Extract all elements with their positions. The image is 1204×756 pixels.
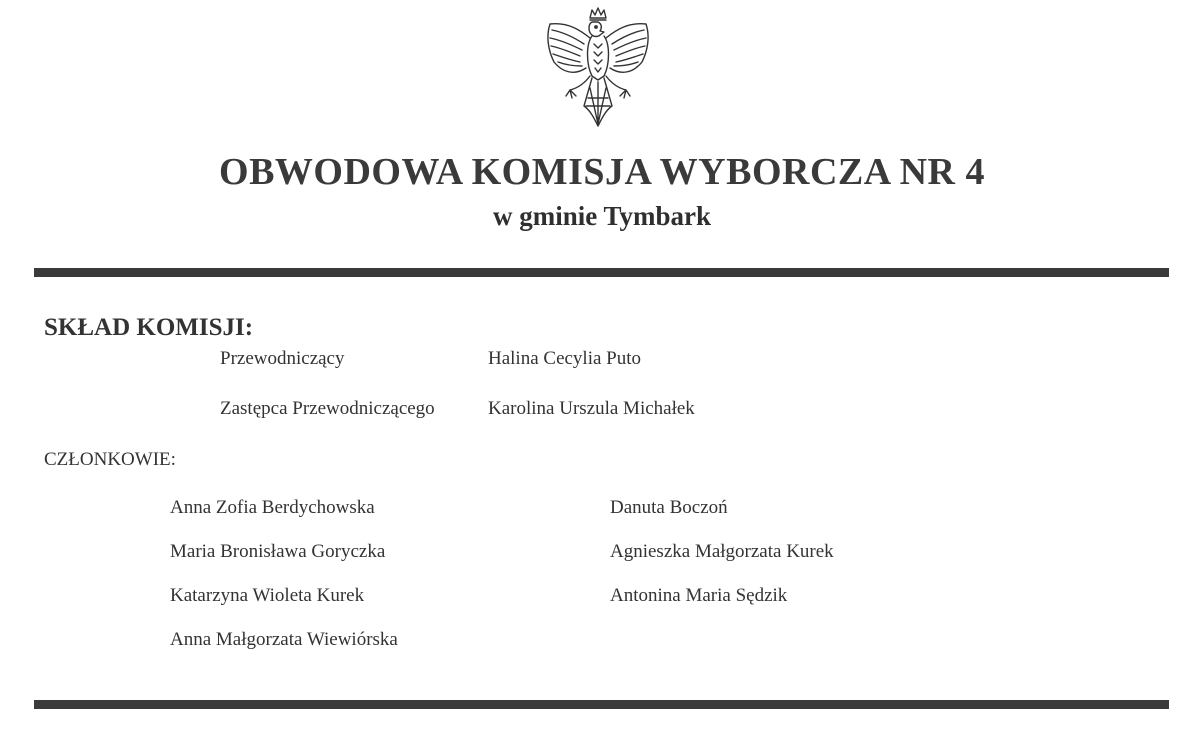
deputy-role: Zastępca Przewodniczącego [220,398,435,419]
member-name: Maria Bronisława Goryczka [170,541,386,562]
eagle-emblem-icon [540,6,656,128]
composition-heading: SKŁAD KOMISJI: [44,314,254,341]
member-name: Agnieszka Małgorzata Kurek [610,541,834,562]
committee-title: OBWODOWA KOMISJA WYBORCZA NR 4 [219,151,985,193]
committee-municipality: w gminie Tymbark [492,201,712,231]
bottom-divider [34,700,1169,709]
member-name: Danuta Boczoń [610,497,728,518]
top-divider [34,268,1169,277]
member-name: Katarzyna Wioleta Kurek [170,585,365,606]
chair-name: Halina Cecylia Puto [488,348,642,369]
member-name: Anna Małgorzata Wiewiórska [170,629,398,650]
member-name: Antonina Maria Sędzik [610,585,788,606]
chair-role: Przewodniczący [220,348,345,369]
member-name: Anna Zofia Berdychowska [170,497,375,518]
deputy-name: Karolina Urszula Michałek [488,398,695,419]
members-label: CZŁONKOWIE: [44,449,176,470]
